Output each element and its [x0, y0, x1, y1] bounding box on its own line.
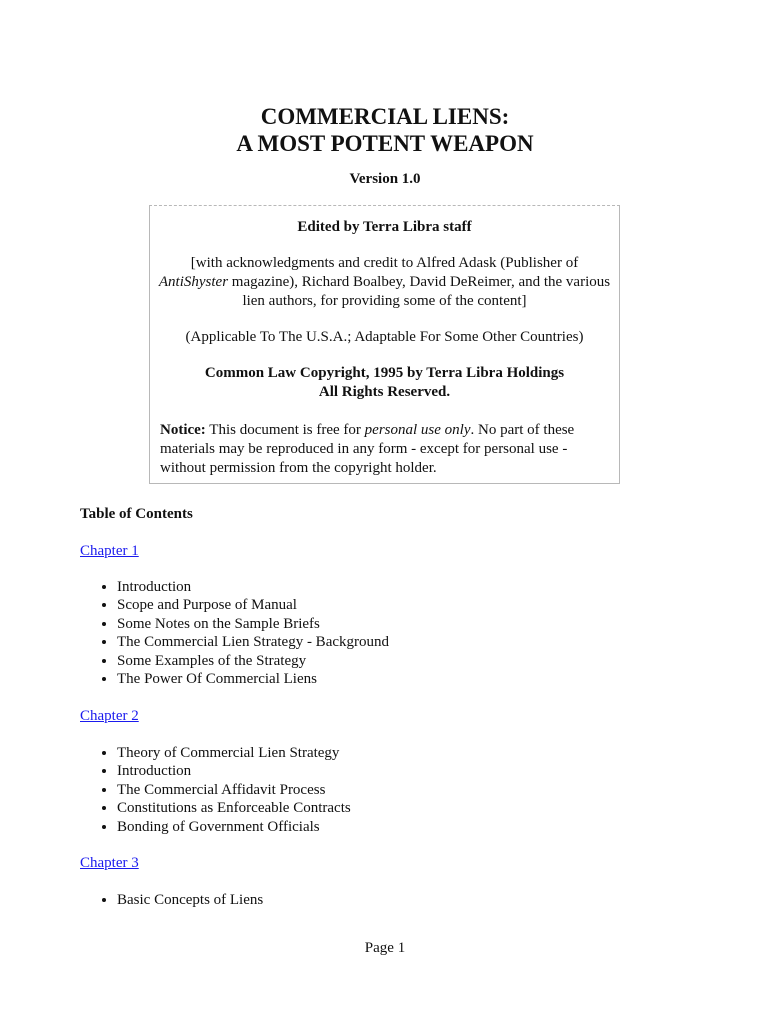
- credits-box: [149, 205, 620, 484]
- notice-text-start: This document is free for: [205, 422, 365, 438]
- ack-text-start: [with acknowledgments and credit to Alfred Adask (Publisher of: [190, 255, 579, 271]
- chapter-3-link[interactable]: Chapter 3: [80, 855, 139, 871]
- title-line-2: A MOST POTENT WEAPON: [236, 131, 534, 156]
- edited-by: Edited by Terra Libra staff: [297, 219, 472, 235]
- ack-text-end: magazine), Richard Boalbey, David DeReimer, and the various lien authors, for providing some of the content]: [228, 274, 611, 309]
- list-item: • Scope and Purpose of Manual: [117, 596, 389, 614]
- list-item: • Some Notes on the Sample Briefs: [117, 615, 389, 633]
- notice-label: Notice:: [160, 422, 206, 438]
- list-item: • Basic Concepts of Liens: [117, 891, 263, 909]
- page-number: Page 1: [364, 940, 406, 956]
- title-line-1: COMMERCIAL LIENS:: [260, 104, 510, 129]
- notice: [160, 421, 607, 478]
- notice-emphasis: personal use only: [364, 422, 471, 438]
- chapter-3-list: [80, 891, 263, 909]
- list-item: • Some Examples of the Strategy: [117, 652, 389, 670]
- document-title: [0, 103, 770, 157]
- list-item: • Introduction: [117, 578, 389, 596]
- list-item: • Constitutions as Enforceable Contracts: [117, 799, 351, 817]
- list-item: • The Commercial Lien Strategy - Background: [117, 633, 389, 651]
- list-item: • Introduction: [117, 762, 351, 780]
- applicability: (Applicable To The U.S.A.; Adaptable For Some Other Countries): [185, 329, 584, 345]
- list-item: • The Power Of Commercial Liens: [117, 670, 389, 688]
- copyright: [150, 364, 619, 402]
- copyright-line-2: All Rights Reserved.: [318, 384, 451, 400]
- acknowledgments: [158, 254, 611, 311]
- version-label: Version 1.0: [349, 171, 421, 187]
- copyright-line-1: Common Law Copyright, 1995 by Terra Libra Holdings: [204, 365, 565, 381]
- chapter-1-list: [80, 578, 389, 688]
- toc-heading: Table of Contents: [80, 506, 193, 522]
- list-item: • Bonding of Government Officials: [117, 818, 351, 836]
- ack-publication: AntiShyster: [158, 274, 229, 290]
- chapter-2-link[interactable]: Chapter 2: [80, 708, 139, 724]
- notice-text-end: . No part of these materials may be reproduced in any form - except for personal use - without permission from the copyright holder.: [160, 422, 575, 476]
- chapter-2-list: [80, 744, 351, 836]
- chapter-1-link[interactable]: Chapter 1: [80, 543, 139, 559]
- list-item: • The Commercial Affidavit Process: [117, 781, 351, 799]
- list-item: • Theory of Commercial Lien Strategy: [117, 744, 351, 762]
